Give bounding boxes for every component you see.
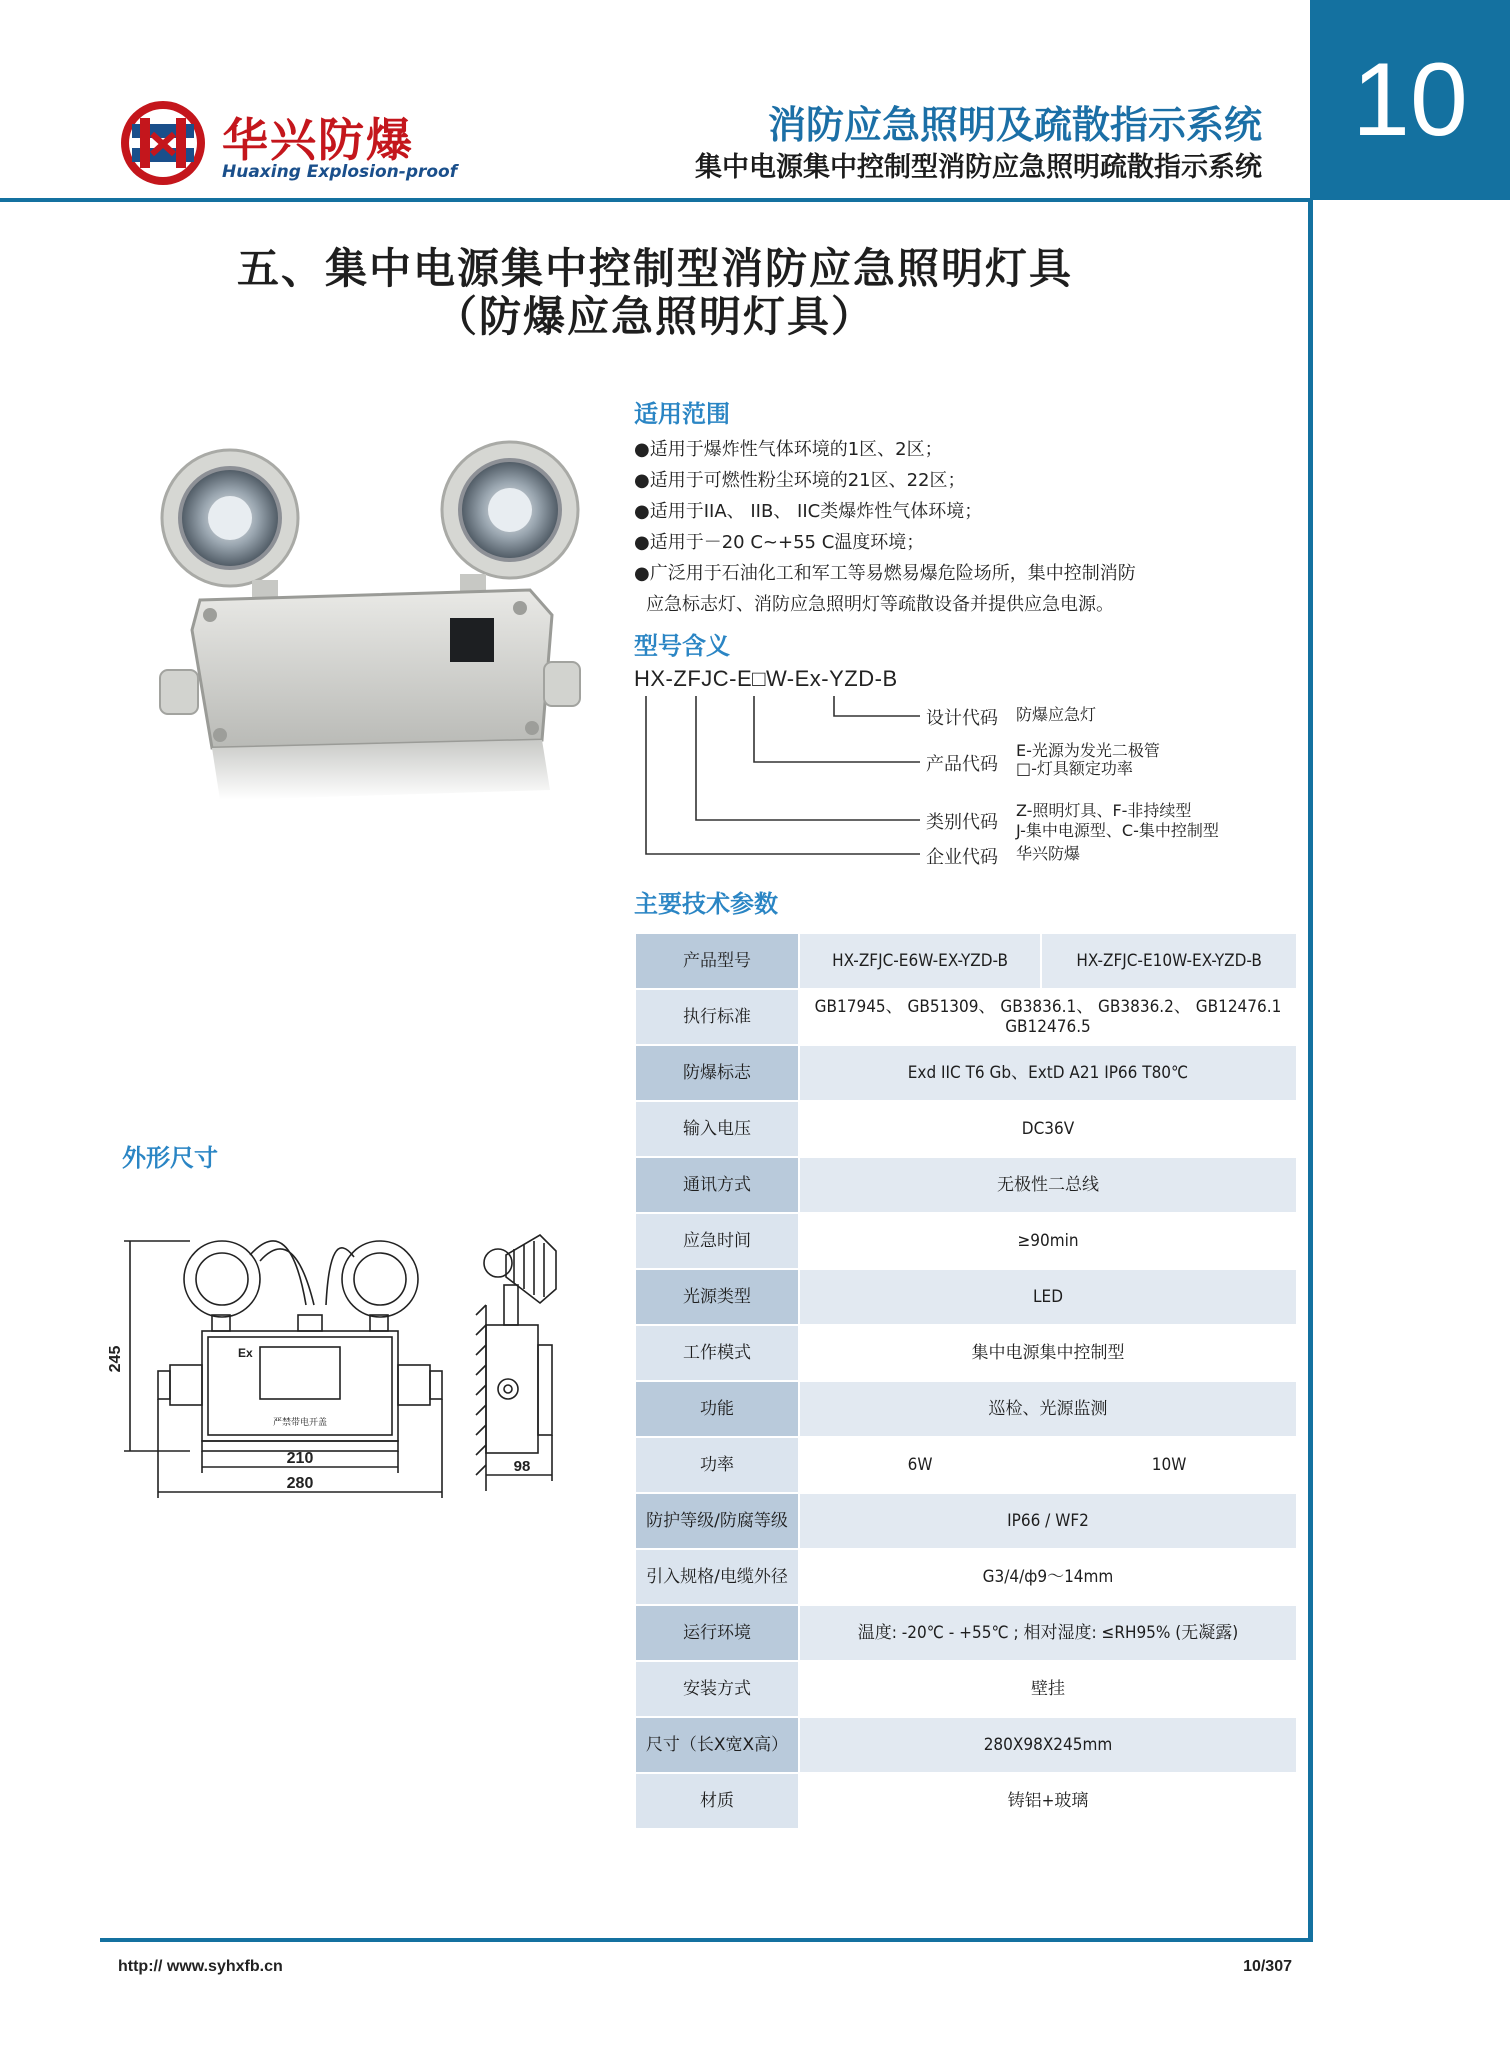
model-label-product: 产品代码 bbox=[926, 754, 998, 775]
scope-item: ●适用于可燃性粉尘环境的21区、22区； bbox=[634, 470, 966, 491]
scope-item: ●适用于IIA、 IIB、 IIC类爆炸性气体环境； bbox=[634, 501, 983, 522]
spec-key: 光源类型 bbox=[636, 1270, 798, 1324]
spec-value: 280X98X245mm bbox=[800, 1718, 1296, 1772]
scope-item: ●适用于爆炸性气体环境的1区、2区； bbox=[634, 439, 943, 460]
scope-item: ●广泛用于石油化工和军工等易燃易爆危险场所，集中控制消防 bbox=[634, 563, 1136, 584]
model-label-design: 设计代码 bbox=[926, 708, 998, 729]
logo-hx-icon bbox=[118, 98, 208, 188]
spec-value: DC36V bbox=[800, 1102, 1296, 1156]
spec-value: GB17945、 GB51309、 GB3836.1、 GB3836.2、 GB12476.1 GB12476.5 bbox=[800, 990, 1296, 1044]
dimension-drawing bbox=[107, 1215, 610, 1545]
spec-key: 尺寸（长X宽X高） bbox=[636, 1718, 798, 1772]
spec-value: 集中电源集中控制型 bbox=[800, 1326, 1296, 1380]
spec-value: Exd IIC T6 Gb、ExtD A21 IP66 T80℃ bbox=[800, 1046, 1296, 1100]
scope-heading: 适用范围 bbox=[634, 400, 730, 428]
chapter-number: 10 bbox=[1310, 0, 1510, 200]
spec-key: 防护等级/防腐等级 bbox=[636, 1494, 798, 1548]
header-divider bbox=[0, 198, 1312, 202]
page-subtitle: （防爆应急照明灯具） bbox=[434, 292, 875, 341]
spec-key: 引入规格/电缆外径 bbox=[636, 1550, 798, 1604]
table-row bbox=[636, 1438, 1296, 1492]
dim-depth: 98 bbox=[513, 1458, 531, 1475]
body-warning-label: 严禁带电开盖 bbox=[272, 1418, 328, 1428]
scope-item: 应急标志灯、消防应急照明灯等疏散设备并提供应急电源。 bbox=[646, 594, 1114, 615]
dimensions-heading: 外形尺寸 bbox=[122, 1144, 218, 1172]
company-logo bbox=[118, 96, 458, 192]
page-title: 五、集中电源集中控制型消防应急照明灯具 bbox=[236, 244, 1073, 293]
spec-key: 防爆标志 bbox=[636, 1046, 798, 1100]
spec-key: 执行标准 bbox=[636, 990, 798, 1044]
body-ex-mark: Ex bbox=[238, 1346, 253, 1360]
spec-key: 工作模式 bbox=[636, 1326, 798, 1380]
table-row bbox=[636, 1494, 1296, 1548]
product-photo bbox=[160, 440, 580, 830]
spec-value: LED bbox=[800, 1270, 1296, 1324]
spec-value: IP66 / WF2 bbox=[800, 1494, 1296, 1548]
table-row bbox=[636, 1046, 1296, 1100]
footer-divider bbox=[100, 1938, 1313, 1942]
spec-key: 安装方式 bbox=[636, 1662, 798, 1716]
dim-height: 245 bbox=[107, 1345, 124, 1373]
spec-value: 6W bbox=[800, 1438, 1040, 1492]
spec-key: 材质 bbox=[636, 1774, 798, 1828]
table-row bbox=[636, 1718, 1296, 1772]
table-row bbox=[636, 1214, 1296, 1268]
spec-table bbox=[634, 932, 1298, 1830]
table-row bbox=[636, 1606, 1296, 1660]
table-row bbox=[636, 1662, 1296, 1716]
table-row bbox=[636, 934, 1296, 988]
spec-value: 无极性二总线 bbox=[800, 1158, 1296, 1212]
spec-key: 应急时间 bbox=[636, 1214, 798, 1268]
spec-value: 巡检、光源监测 bbox=[800, 1382, 1296, 1436]
table-row bbox=[636, 1326, 1296, 1380]
model-desc-product-1: E-光源为发光二极管 bbox=[1016, 741, 1160, 760]
table-row bbox=[636, 1550, 1296, 1604]
dim-inner-width: 210 bbox=[286, 1450, 314, 1467]
table-row bbox=[636, 1270, 1296, 1324]
model-label-enterprise: 企业代码 bbox=[926, 847, 998, 868]
logo-english: Huaxing Explosion-proof bbox=[222, 162, 458, 182]
header-subtitle: 集中电源集中控制型消防应急照明疏散指示系统 bbox=[695, 152, 1262, 183]
spec-key: 功能 bbox=[636, 1382, 798, 1436]
spec-value: ≥90min bbox=[800, 1214, 1296, 1268]
spec-value: 10W bbox=[1042, 1438, 1296, 1492]
table-row bbox=[636, 1102, 1296, 1156]
table-row bbox=[636, 1774, 1296, 1828]
model-desc-category-2: J-集中电源型、C-集中控制型 bbox=[1016, 821, 1219, 840]
specs-heading: 主要技术参数 bbox=[634, 890, 778, 918]
header-title: 消防应急照明及疏散指示系统 bbox=[767, 103, 1262, 147]
model-desc-design: 防爆应急灯 bbox=[1016, 705, 1097, 724]
spec-key: 产品型号 bbox=[636, 934, 798, 988]
model-code: HX-ZFJC-E□W-Ex-YZD-B bbox=[634, 666, 898, 691]
model-heading: 型号含义 bbox=[634, 632, 730, 660]
table-row bbox=[636, 990, 1296, 1044]
spec-value: 温度: -20℃ - +55℃ ; 相对湿度: ≤RH95% (无凝露) bbox=[800, 1606, 1296, 1660]
model-desc-product-2: □-灯具额定功率 bbox=[1016, 759, 1133, 778]
spec-value: HX-ZFJC-E6W-EX-YZD-B bbox=[800, 934, 1040, 988]
spec-value: HX-ZFJC-E10W-EX-YZD-B bbox=[1042, 934, 1296, 988]
scope-list bbox=[634, 434, 1314, 620]
spec-key: 功率 bbox=[636, 1438, 798, 1492]
footer-url: http:// www.syhxfb.cn bbox=[118, 1958, 283, 1975]
spec-value: G3/4/ф9～14mm bbox=[800, 1550, 1296, 1604]
footer-page-number: 10/307 bbox=[1243, 1958, 1292, 1975]
dim-outer-width: 280 bbox=[286, 1475, 314, 1492]
model-desc-enterprise: 华兴防爆 bbox=[1016, 844, 1081, 863]
table-row bbox=[636, 1158, 1296, 1212]
spec-key: 输入电压 bbox=[636, 1102, 798, 1156]
spec-value: 铸铝+玻璃 bbox=[800, 1774, 1296, 1828]
model-desc-category-1: Z-照明灯具、F-非持续型 bbox=[1016, 801, 1192, 820]
spec-key: 运行环境 bbox=[636, 1606, 798, 1660]
logo-chinese: 华兴防爆 bbox=[222, 113, 414, 167]
spec-value: 壁挂 bbox=[800, 1662, 1296, 1716]
model-label-category: 类别代码 bbox=[926, 812, 998, 833]
spec-key: 通讯方式 bbox=[636, 1158, 798, 1212]
table-row bbox=[636, 1382, 1296, 1436]
scope-item: ●适用于－20 C~+55 C温度环境； bbox=[634, 532, 925, 553]
